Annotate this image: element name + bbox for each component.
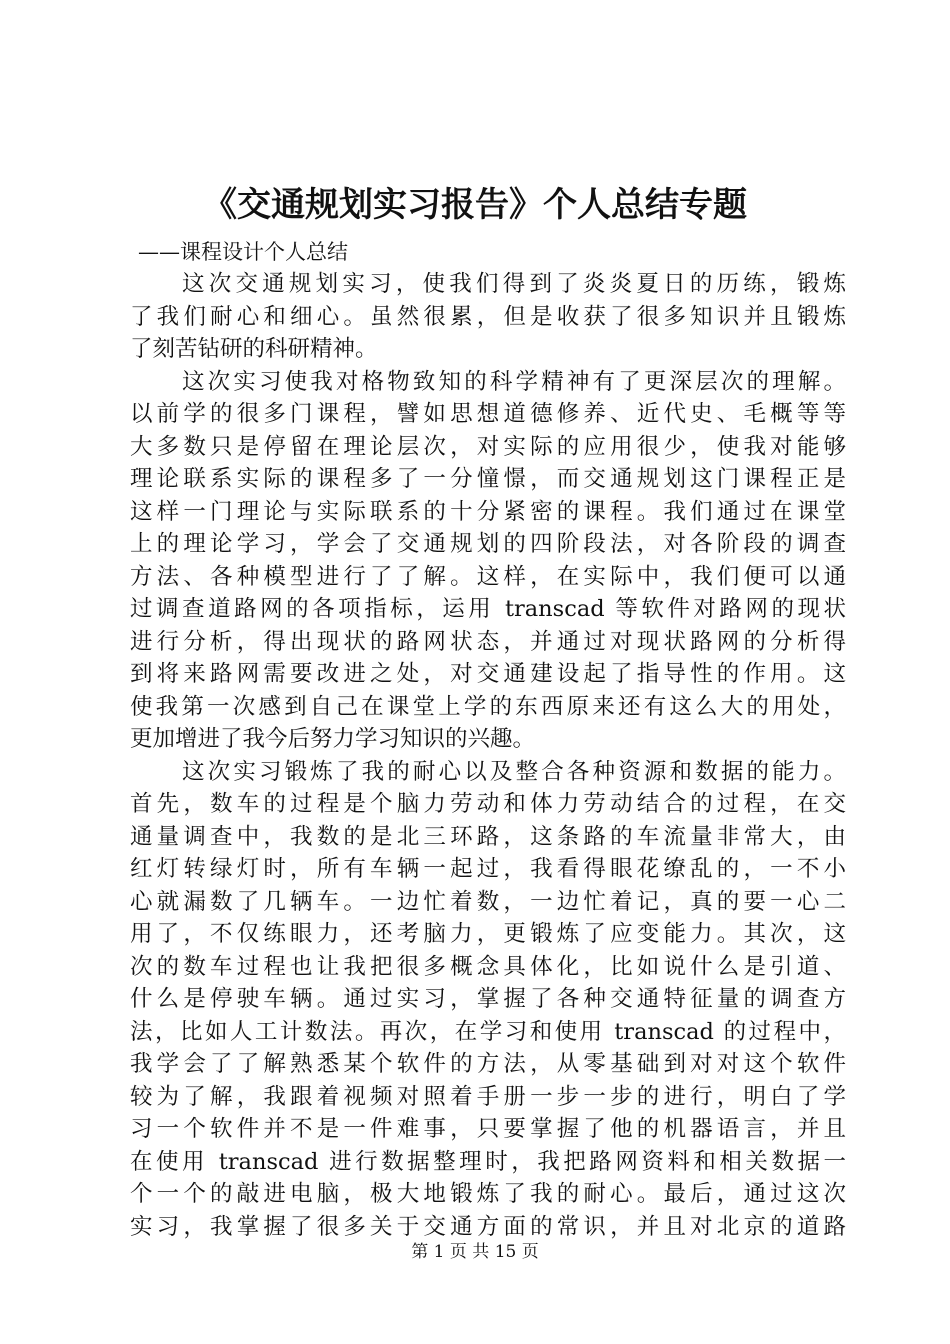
- body-text-line: 更加增进了我今后努力学习知识的兴趣。: [130, 726, 536, 752]
- body-text-line: 这样一门理论与实际联系的十分紧密的课程。我们通过在课堂: [130, 498, 846, 525]
- body-text-line: 实习，我掌握了很多关于交通方面的常识，并且对北京的道路: [130, 1213, 846, 1240]
- body-text-line: 首先，数车的过程是个脑力劳动和体力劳动结合的过程，在交: [130, 791, 846, 817]
- body-text-line: 我学会了了解熟悉某个软件的方法，从零基础到对对这个软件: [130, 1051, 846, 1077]
- body-text-line: 上的理论学习，学会了交通规划的四阶段法，对各阶段的调查: [130, 531, 846, 557]
- body-text-line: 大多数只是停留在理论层次，对实际的应用很少，使我对能够: [130, 433, 846, 460]
- body-text-line: 方法、各种模型进行了了解。这样，在实际中，我们便可以通: [130, 563, 846, 590]
- page-footer: 第 1 页 共 15 页: [411, 1242, 539, 1262]
- document-subtitle: ——课程设计个人总结: [138, 240, 348, 264]
- body-text-line: 了我们耐心和细心。虽然很累，但是收获了很多知识并且锻炼: [130, 303, 846, 330]
- body-text-line: 用了，不仅练眼力，还考脑力，更锻炼了应变能力。其次，这: [130, 921, 846, 947]
- body-text-line: 这次实习锻炼了我的耐心以及整合各种资源和数据的能力。: [182, 758, 846, 785]
- body-text-line: 过调查道路网的各项指标，运用 transcad 等软件对路网的现状: [130, 596, 846, 622]
- body-text-line: 这次交通规划实习，使我们得到了炎炎夏日的历练，锻炼: [182, 271, 846, 297]
- document-title: 《交通规划实习报告》个人总结专题: [203, 185, 747, 225]
- body-text-line: 次的数车过程也让我把很多概念具体化，比如说什么是引道、: [130, 953, 846, 980]
- body-text-line: 习一个软件并不是一件难事，只要掌握了他的机器语言，并且: [130, 1116, 846, 1142]
- body-text-line: 个一个的敲进电脑，极大地锻炼了我的耐心。最后，通过这次: [130, 1181, 846, 1207]
- body-text-line: 进行分析，得出现状的路网状态，并通过对现状路网的分析得: [130, 628, 846, 655]
- body-text-line: 通量调查中，我数的是北三环路，这条路的车流量非常大，由: [130, 823, 846, 850]
- body-text-line: 什么是停驶车辆。通过实习，掌握了各种交通特征量的调查方: [130, 986, 846, 1012]
- body-text-line: 理论联系实际的课程多了一分憧憬，而交通规划这门课程正是: [130, 466, 846, 492]
- body-text-line: 心就漏数了几辆车。一边忙着数，一边忙着记，真的要一心二: [130, 888, 846, 915]
- body-text-line: 较为了解，我跟着视频对照着手册一步一步的进行，明白了学: [130, 1083, 846, 1110]
- body-text-line: 以前学的很多门课程，譬如思想道德修养、近代史、毛概等等: [130, 401, 846, 427]
- body-text-line: 了刻苦钻研的科研精神。: [130, 336, 378, 362]
- body-text-line: 红灯转绿灯时，所有车辆一起过，我看得眼花缭乱的，一不小: [130, 856, 846, 882]
- body-text-line: 这次实习使我对格物致知的科学精神有了更深层次的理解。: [182, 368, 846, 395]
- body-text-line: 在使用 transcad 进行数据整理时，我把路网资料和相关数据一: [130, 1148, 846, 1175]
- body-text-line: 到将来路网需要改进之处，对交通建设起了指导性的作用。这: [130, 661, 846, 687]
- body-text-line: 法，比如人工计数法。再次，在学习和使用 transcad 的过程中，: [130, 1018, 846, 1045]
- document-body: [130, 268, 846, 1243]
- body-text-line: 使我第一次感到自己在课堂上学的东西原来还有这么大的用处，: [130, 693, 846, 720]
